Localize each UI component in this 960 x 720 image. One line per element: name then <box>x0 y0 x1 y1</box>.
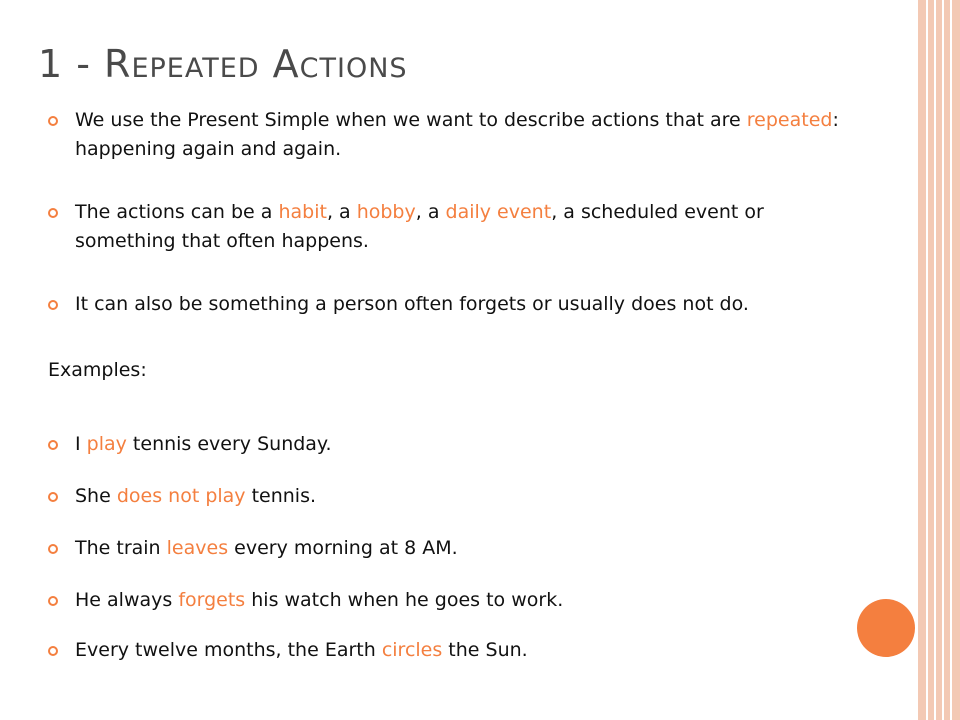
text-run: We use the Present Simple when we want to describe actions that are <box>75 109 747 131</box>
circle-bullet-icon <box>48 440 58 450</box>
bullet-text <box>75 106 865 164</box>
bullet-text <box>75 198 865 256</box>
highlighted-term: play <box>86 433 127 455</box>
highlighted-term: daily event <box>445 201 552 223</box>
bullet-text <box>75 290 865 319</box>
highlighted-term: does not play <box>116 485 246 507</box>
highlighted-term: habit <box>278 201 327 223</box>
text-run: She <box>75 485 117 507</box>
text-run: , a scheduled event or something that often happens. <box>75 201 764 252</box>
stripe-divider <box>942 0 944 720</box>
text-run: the Sun. <box>442 639 528 661</box>
text-run: every morning at 8 AM. <box>228 537 458 559</box>
circle-bullet-icon <box>48 116 58 126</box>
highlighted-term: circles <box>381 639 443 661</box>
text-run: It can also be something a person often forgets or usually does not do. <box>75 293 749 315</box>
circle-bullet-icon <box>48 300 58 310</box>
highlighted-term: forgets <box>178 589 246 611</box>
stripe-divider <box>950 0 952 720</box>
bullet-text <box>75 636 865 665</box>
right-stripe-band <box>918 0 960 720</box>
circle-bullet-icon <box>48 596 58 606</box>
highlighted-term: repeated <box>746 109 833 131</box>
text-run: his watch when he goes to work. <box>245 589 564 611</box>
text-run: tennis every Sunday. <box>126 433 332 455</box>
text-run: , a <box>415 201 446 223</box>
highlighted-term: leaves <box>166 537 229 559</box>
slide-title: 1 - Repeated Actions <box>38 42 408 86</box>
text-run: : happening again and again. <box>75 109 839 160</box>
text-run: I <box>75 433 87 455</box>
highlighted-term: hobby <box>356 201 416 223</box>
circle-bullet-icon <box>48 208 58 218</box>
text-run: Every twelve months, the Earth <box>75 639 382 661</box>
text-run: tennis. <box>245 485 317 507</box>
text-run: , a <box>326 201 357 223</box>
circle-bullet-icon <box>48 544 58 554</box>
stripe-divider <box>926 0 928 720</box>
bullet-text <box>75 430 865 459</box>
text-run: The actions can be a <box>75 201 279 223</box>
examples-label: Examples: <box>48 359 147 381</box>
text-run: The train <box>75 537 167 559</box>
stripe-divider <box>934 0 936 720</box>
bullet-text <box>75 586 865 615</box>
bullet-text <box>75 482 865 511</box>
accent-circle <box>857 599 915 657</box>
circle-bullet-icon <box>48 646 58 656</box>
bullet-text <box>75 534 865 563</box>
circle-bullet-icon <box>48 492 58 502</box>
text-run: He always <box>75 589 179 611</box>
